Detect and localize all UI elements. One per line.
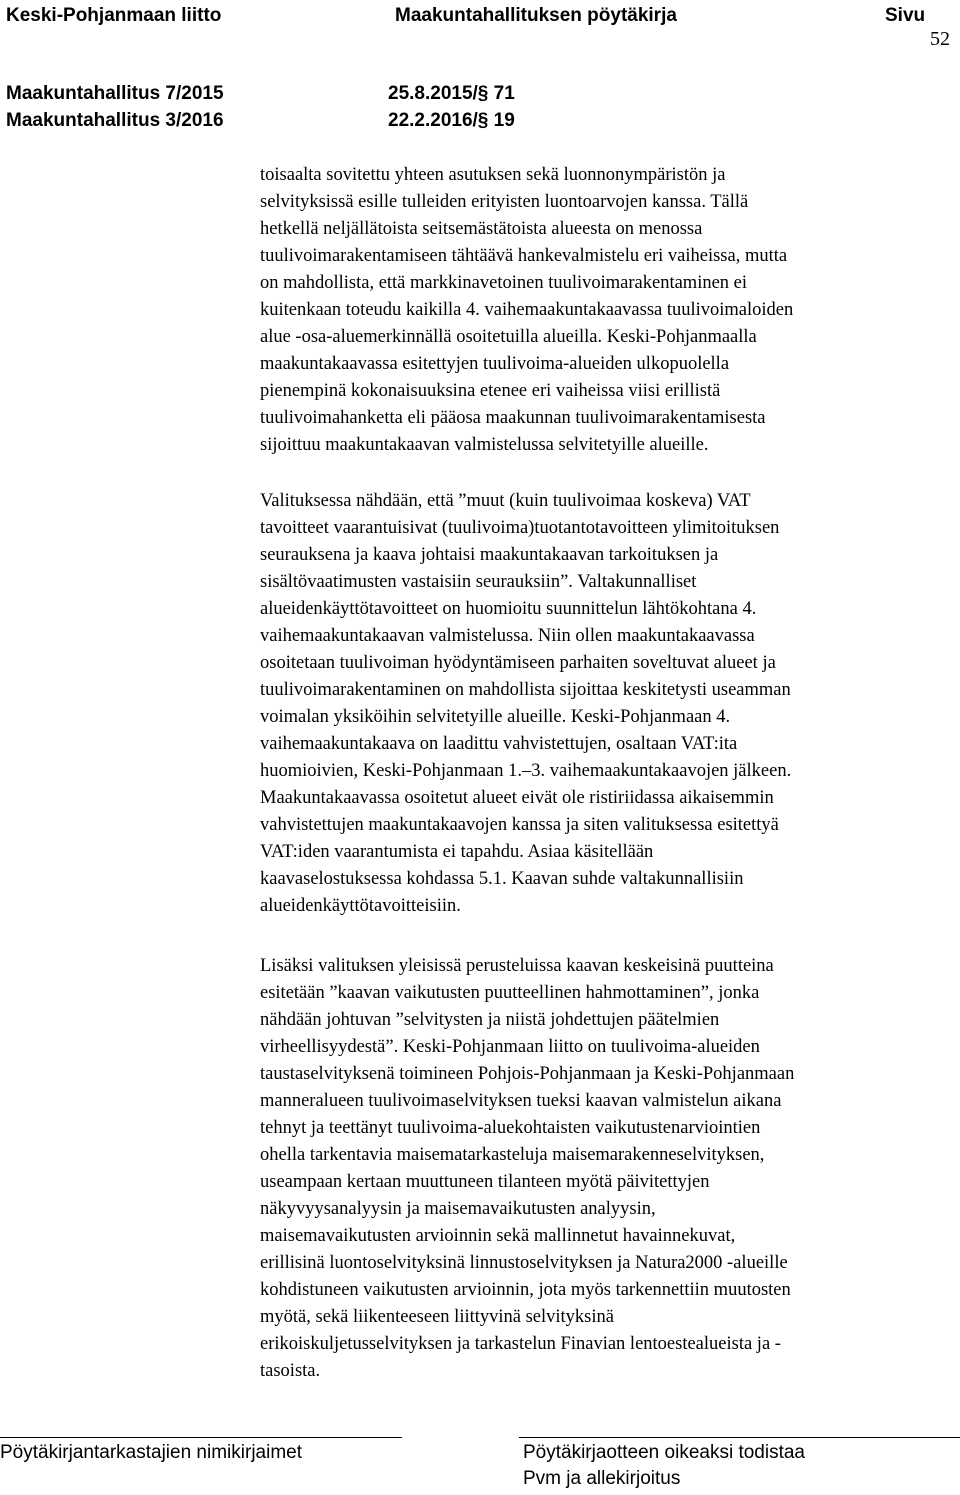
text-line: voimalan yksiköihin selvitetyille alueille. Keski-Pohjanmaan 4. (260, 707, 731, 727)
text-line: huomioivien, Keski-Pohjanmaan 1.–3. vaihemaakuntakaavojen jälkeen. (260, 761, 792, 781)
text-line: Valituksessa nähdään, että ”muut (kuin tuulivoimaa koskeva) VAT (260, 491, 751, 511)
text-line: VAT:iden vaarantumista ei tapahdu. Asiaa käsitellään (260, 842, 654, 862)
text-line: alueidenkäyttötavoitteisiin. (260, 896, 461, 916)
text-line: Maakuntakaavassa osoitetut alueet eivät ole ristiriidassa aikaisemmin (260, 788, 774, 808)
text-line: alue -osa-aluemerkinnällä osoitetuilla alueilla. Keski-Pohjanmaalla (260, 327, 757, 347)
text-line: erillisinä luontoselvityksinä linnustoselvityksen ja Natura2000 -alueille (260, 1253, 788, 1273)
footer-signature-label: Pvm ja allekirjoitus (523, 1468, 681, 1489)
document-title: Maakuntahallituksen pöytäkirja (395, 5, 677, 26)
text-line: erikoiskuljetusselvityksen ja tarkastelun Finavian lentoestealueista ja - (260, 1334, 781, 1354)
meeting-name: Maakuntahallitus 3/2016 (6, 110, 224, 131)
text-line: tehnyt ja teettänyt tuulivoima-aluekohtaisten vaikutustenarviointien (260, 1118, 761, 1138)
text-line: kohdistuneen vaikutusten arvioinnin, jota myös tarkennettiin muutosten (260, 1280, 791, 1300)
text-line: maakuntakaavassa esitettyjen tuulivoima-alueiden ulkopuolella (260, 354, 730, 374)
text-line: useampaan kertaan muuttuneen tilanteen myötä päivitettyjen (260, 1172, 710, 1192)
paragraph (260, 953, 960, 1385)
text-line: alueidenkäyttötavoitteet on huomioitu suunnittelun lähtökohtana 4. (260, 599, 757, 619)
paragraph (260, 162, 960, 459)
text-line: hetkellä neljällätoista seitsemästätoista alueesta on menossa (260, 219, 703, 239)
footer-divider (519, 1437, 960, 1438)
text-line: vahvistettujen maakuntakaavojen kanssa ja siten valituksessa esitettyä (260, 815, 779, 835)
text-line: tuulivoimarakentaminen on mahdollista sijoittaa keskitetysti useamman (260, 680, 791, 700)
text-line: tasoista. (260, 1361, 321, 1381)
page-number: 52 (930, 28, 950, 50)
text-line: virheellisyydestä”. Keski-Pohjanmaan liitto on tuulivoima-alueiden (260, 1037, 760, 1057)
text-line: taustaselvityksenä toimineen Pohjois-Pohjanmaan ja Keski-Pohjanmaan (260, 1064, 795, 1084)
footer-certification-label: Pöytäkirjaotteen oikeaksi todistaa (523, 1442, 805, 1463)
page-label: Sivu (885, 5, 926, 26)
paragraph (260, 488, 960, 920)
text-line: sijoittuu maakuntakaavan valmistelussa selvitetyille alueille. (260, 435, 709, 455)
text-line: nähdään johtuvan ”selvitysten ja niistä johdettujen päätelmien (260, 1010, 720, 1030)
text-line: toisaalta sovitettu yhteen asutuksen sekä luonnonympäristön ja (260, 165, 726, 185)
meeting-section-ref: 22.2.2016/§ 19 (388, 110, 515, 131)
text-line: Lisäksi valituksen yleisissä perusteluissa kaavan keskeisinä puutteina (260, 956, 774, 976)
text-line: vaihemaakuntakaava on laadittu vahvistettujen, osaltaan VAT:ita (260, 734, 738, 754)
text-line: on mahdollista, että markkinavetoinen tuulivoimarakentaminen ei (260, 273, 748, 293)
text-line: seurauksena ja kaava johtaisi maakuntakaavan tarkoituksen ja (260, 545, 719, 565)
text-line: maisemavaikutusten arvioinnin sekä mallinnetut havainnekuvat, (260, 1226, 736, 1246)
text-line: tuulivoimahanketta eli pääosa maakunnan tuulivoimarakentamisesta (260, 408, 766, 428)
meeting-reference (6, 83, 706, 107)
text-line: sisältövaatimusten vastaisiin seurauksiin”. Valtakunnalliset (260, 572, 697, 592)
text-line: pienempinä kokonaisuuksina etenee eri vaiheissa viisi erillistä (260, 381, 721, 401)
text-line: myötä, sekä liikenteeseen liittyvinä selvityksinä (260, 1307, 614, 1327)
text-line: vaihemaakuntakaavan valmistelussa. Niin ollen maakuntakaavassa (260, 626, 755, 646)
meeting-reference (6, 110, 706, 134)
text-line: ohella tarkentavia maisematarkasteluja maisemarakenneselvityksen, (260, 1145, 765, 1165)
text-line: tavoitteet vaarantuisivat (tuulivoima)tuotantotavoitteen ylimitoituksen (260, 518, 780, 538)
text-line: esitetään ”kaavan vaikutusten puutteellinen hahmottaminen”, jonka (260, 983, 760, 1003)
footer-initials-label: Pöytäkirjantarkastajien nimikirjaimet (0, 1442, 302, 1463)
meeting-name: Maakuntahallitus 7/2015 (6, 83, 224, 104)
text-line: selvityksissä esille tulleiden erityisten luontoarvojen kanssa. Tällä (260, 192, 749, 212)
text-line: kaavaselostuksessa kohdassa 5.1. Kaavan suhde valtakunnallisiin (260, 869, 744, 889)
organization-name: Keski-Pohjanmaan liitto (6, 5, 222, 26)
text-line: kuitenkaan toteudu kaikilla 4. vaihemaakuntakaavassa tuulivoimaloiden (260, 300, 794, 320)
text-line: osoitetaan tuulivoiman hyödyntämiseen parhaiten soveltuvat alueet ja (260, 653, 776, 673)
meeting-section-ref: 25.8.2015/§ 71 (388, 83, 515, 104)
footer-divider (0, 1437, 402, 1438)
text-line: tuulivoimarakentamiseen tähtäävä hankevalmistelu eri vaiheissa, mutta (260, 246, 788, 266)
text-line: manneralueen tuulivoimaselvityksen tueksi kaavan valmistelun aikana (260, 1091, 782, 1111)
text-line: näkyvyysanalyysin ja maisemavaikutusten analyysin, (260, 1199, 656, 1219)
